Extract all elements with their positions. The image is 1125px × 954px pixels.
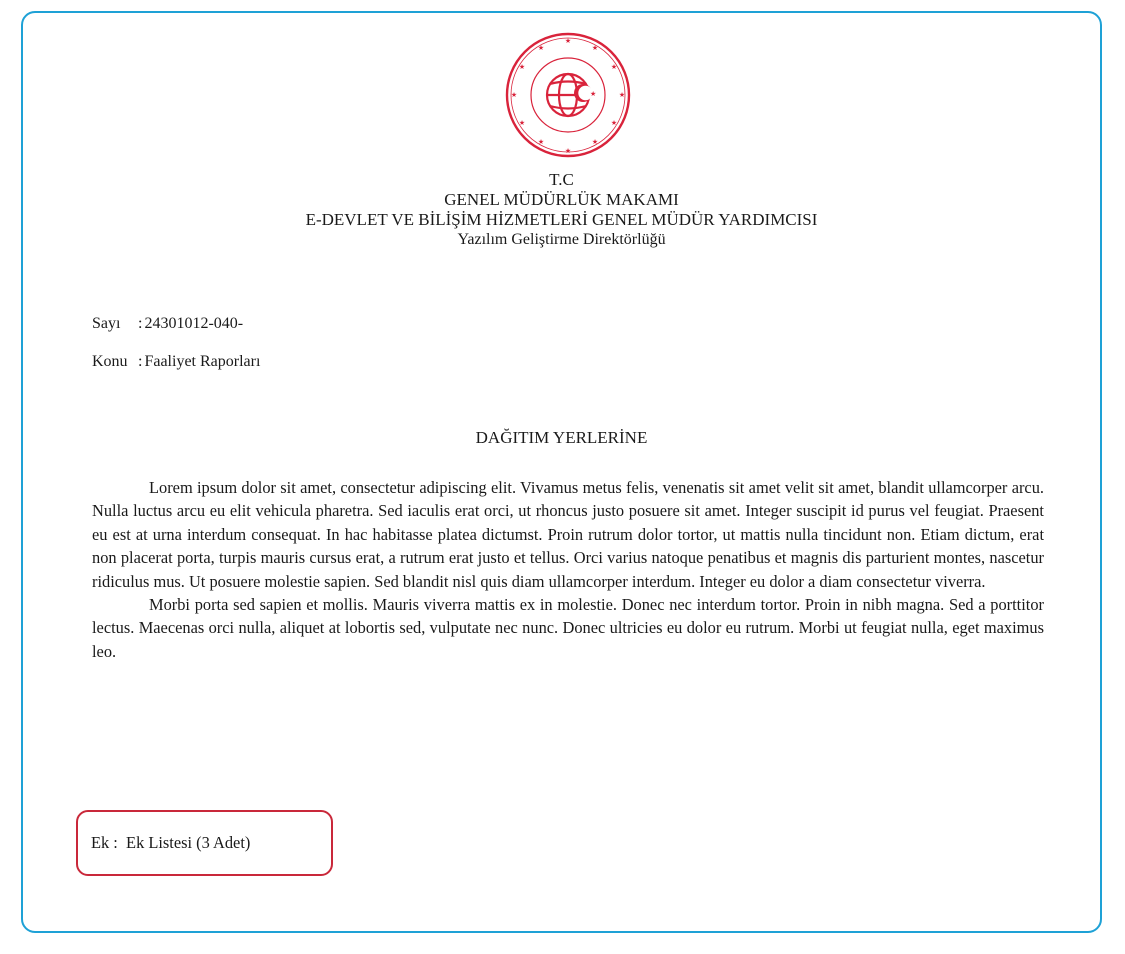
svg-text:★: ★ [590, 90, 597, 98]
svg-text:★: ★ [518, 119, 526, 127]
svg-text:★: ★ [610, 119, 618, 127]
sayi-separator: : [138, 315, 143, 332]
document-header [21, 170, 1102, 250]
body-paragraph-1: Lorem ipsum dolor sit amet, consectetur adipiscing elit. Vivamus metus felis, venenatis sit amet velit sit amet, blandit ullamcorper arcu. Nulla luctus arcu eu elit vehicula pharetra. Sed iaculis erat orci, ut rhoncus justo posuere sit amet. Integer suscipit id purus vel feugiat. Praesent eu est at urna interdum consequat. In hac habitasse platea dictumst. Proin rutrum dolor tortor, ut mattis nulla tincidunt non. Etiam dictum, erat non placerat porta, turpis mauris cursus erat, a rutrum erat justo et tellus. Orci varius natoque penatibus et magnis dis parturient montes, nascetur ridiculus mus. Ut posuere molestie sapien. Sed blandit nisl quis diam ullamcorper interdum. Integer eu dolor a diam consectetur viverra. [92, 478, 1044, 591]
konu-separator: : [138, 353, 143, 370]
sayi-value: 24301012-040- [144, 315, 244, 332]
meta-row-konu [92, 353, 260, 391]
ministry-seal-logo [504, 31, 632, 159]
svg-text:★: ★ [618, 91, 626, 99]
header-line-directorate: Yazılım Geliştirme Direktörlüğü [457, 231, 666, 248]
svg-text:★: ★ [537, 44, 545, 52]
svg-text:★: ★ [510, 91, 518, 99]
svg-text:★: ★ [591, 138, 599, 146]
svg-text:★: ★ [564, 147, 572, 155]
konu-label: Konu [92, 353, 128, 370]
konu-value: Faaliyet Raporları [144, 353, 261, 370]
body-paragraph-2: Morbi porta sed sapien et mollis. Mauris viverra mattis ex in molestie. Donec nec interdum tortor. Proin in nibh magna. Sed a porttitor lectus. Maecenas orci nulla, aliquet at lobortis sed, vulputate nec nunc. Donec ultricies eu dolor eu rutrum. Morbi ut feugiat nulla, eget maximus leo. [92, 595, 1044, 661]
header-line-office: GENEL MÜDÜRLÜK MAKAMI [444, 190, 679, 209]
document-body [92, 476, 1044, 663]
svg-text:★: ★ [610, 63, 618, 71]
document-meta [92, 315, 260, 391]
sayi-label: Sayı [92, 315, 121, 332]
svg-text:★: ★ [537, 138, 545, 146]
svg-text:★: ★ [564, 37, 572, 45]
attachment-link[interactable]: Ek : Ek Listesi (3 Adet) [91, 833, 251, 852]
header-line-department: E-DEVLET VE BİLİŞİM HİZMETLERİ GENEL MÜDÜR YARDIMCISI [305, 210, 818, 229]
meta-row-sayi [92, 315, 260, 353]
svg-text:★: ★ [518, 63, 526, 71]
header-line-tc: T.C [549, 170, 574, 189]
svg-text:★: ★ [591, 44, 599, 52]
recipient-heading: DAĞITIM YERLERİNE [475, 428, 648, 447]
